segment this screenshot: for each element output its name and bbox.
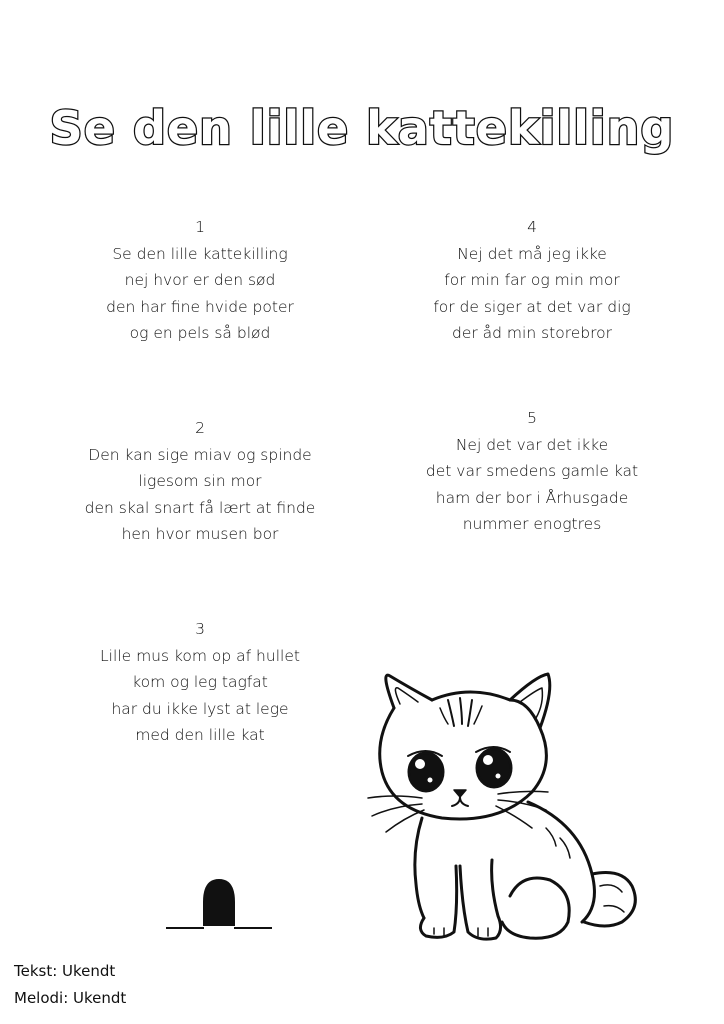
verse-line: nej hvor er den sød <box>124 271 276 289</box>
verse-number: 4 <box>527 218 537 236</box>
verse-line: hen hvor musen bor <box>121 525 279 543</box>
verse-line: for de siger at det var dig <box>433 297 631 316</box>
verse-line: har du ikke lyst at lege <box>111 699 289 718</box>
verse-number: 2 <box>195 419 205 437</box>
verse-line: Nej det må jeg ikke <box>457 244 607 263</box>
verse-line: Lille mus kom op af hullet <box>100 646 300 665</box>
lyrics-credit: Tekst: Ukendt <box>14 962 116 980</box>
verse-line: ham der bor i Århusgade <box>435 488 629 507</box>
melody-credit: Melodi: Ukendt <box>14 989 127 1007</box>
verse-line: ligesom sin mor <box>138 472 262 490</box>
verse-line: og en pels så blød <box>129 324 271 342</box>
verse-3 <box>50 616 350 749</box>
verse-line: med den lille kat <box>135 726 265 744</box>
kitten-illustration <box>360 660 660 960</box>
verse-line: der åd min storebror <box>451 324 613 342</box>
verse-line: Nej det var det ikke <box>455 435 609 454</box>
page-title: Se den lille kattekilling <box>49 100 675 155</box>
verse-line: for min far og min mor <box>444 271 620 289</box>
verse-number: 5 <box>527 409 537 427</box>
verse-line: det var smedens gamle kat <box>425 462 639 480</box>
verse-line: Den kan sige miav og spinde <box>88 445 312 464</box>
verse-5 <box>382 405 682 538</box>
verse-number: 1 <box>195 218 205 236</box>
verse-1 <box>50 214 350 347</box>
verse-line: den har fine hvide poter <box>106 297 294 316</box>
verse-number: 3 <box>195 620 205 638</box>
verse-2 <box>50 415 350 548</box>
verse-4 <box>382 214 682 347</box>
verse-line: Se den lille kattekilling <box>112 244 288 263</box>
verse-line: nummer enogtres <box>462 515 602 533</box>
verse-line: den skal snart få lært at finde <box>84 498 316 517</box>
verse-line: kom og leg tagfat <box>132 673 268 691</box>
mouse-hole-illustration <box>164 868 274 932</box>
credits <box>14 958 126 1012</box>
